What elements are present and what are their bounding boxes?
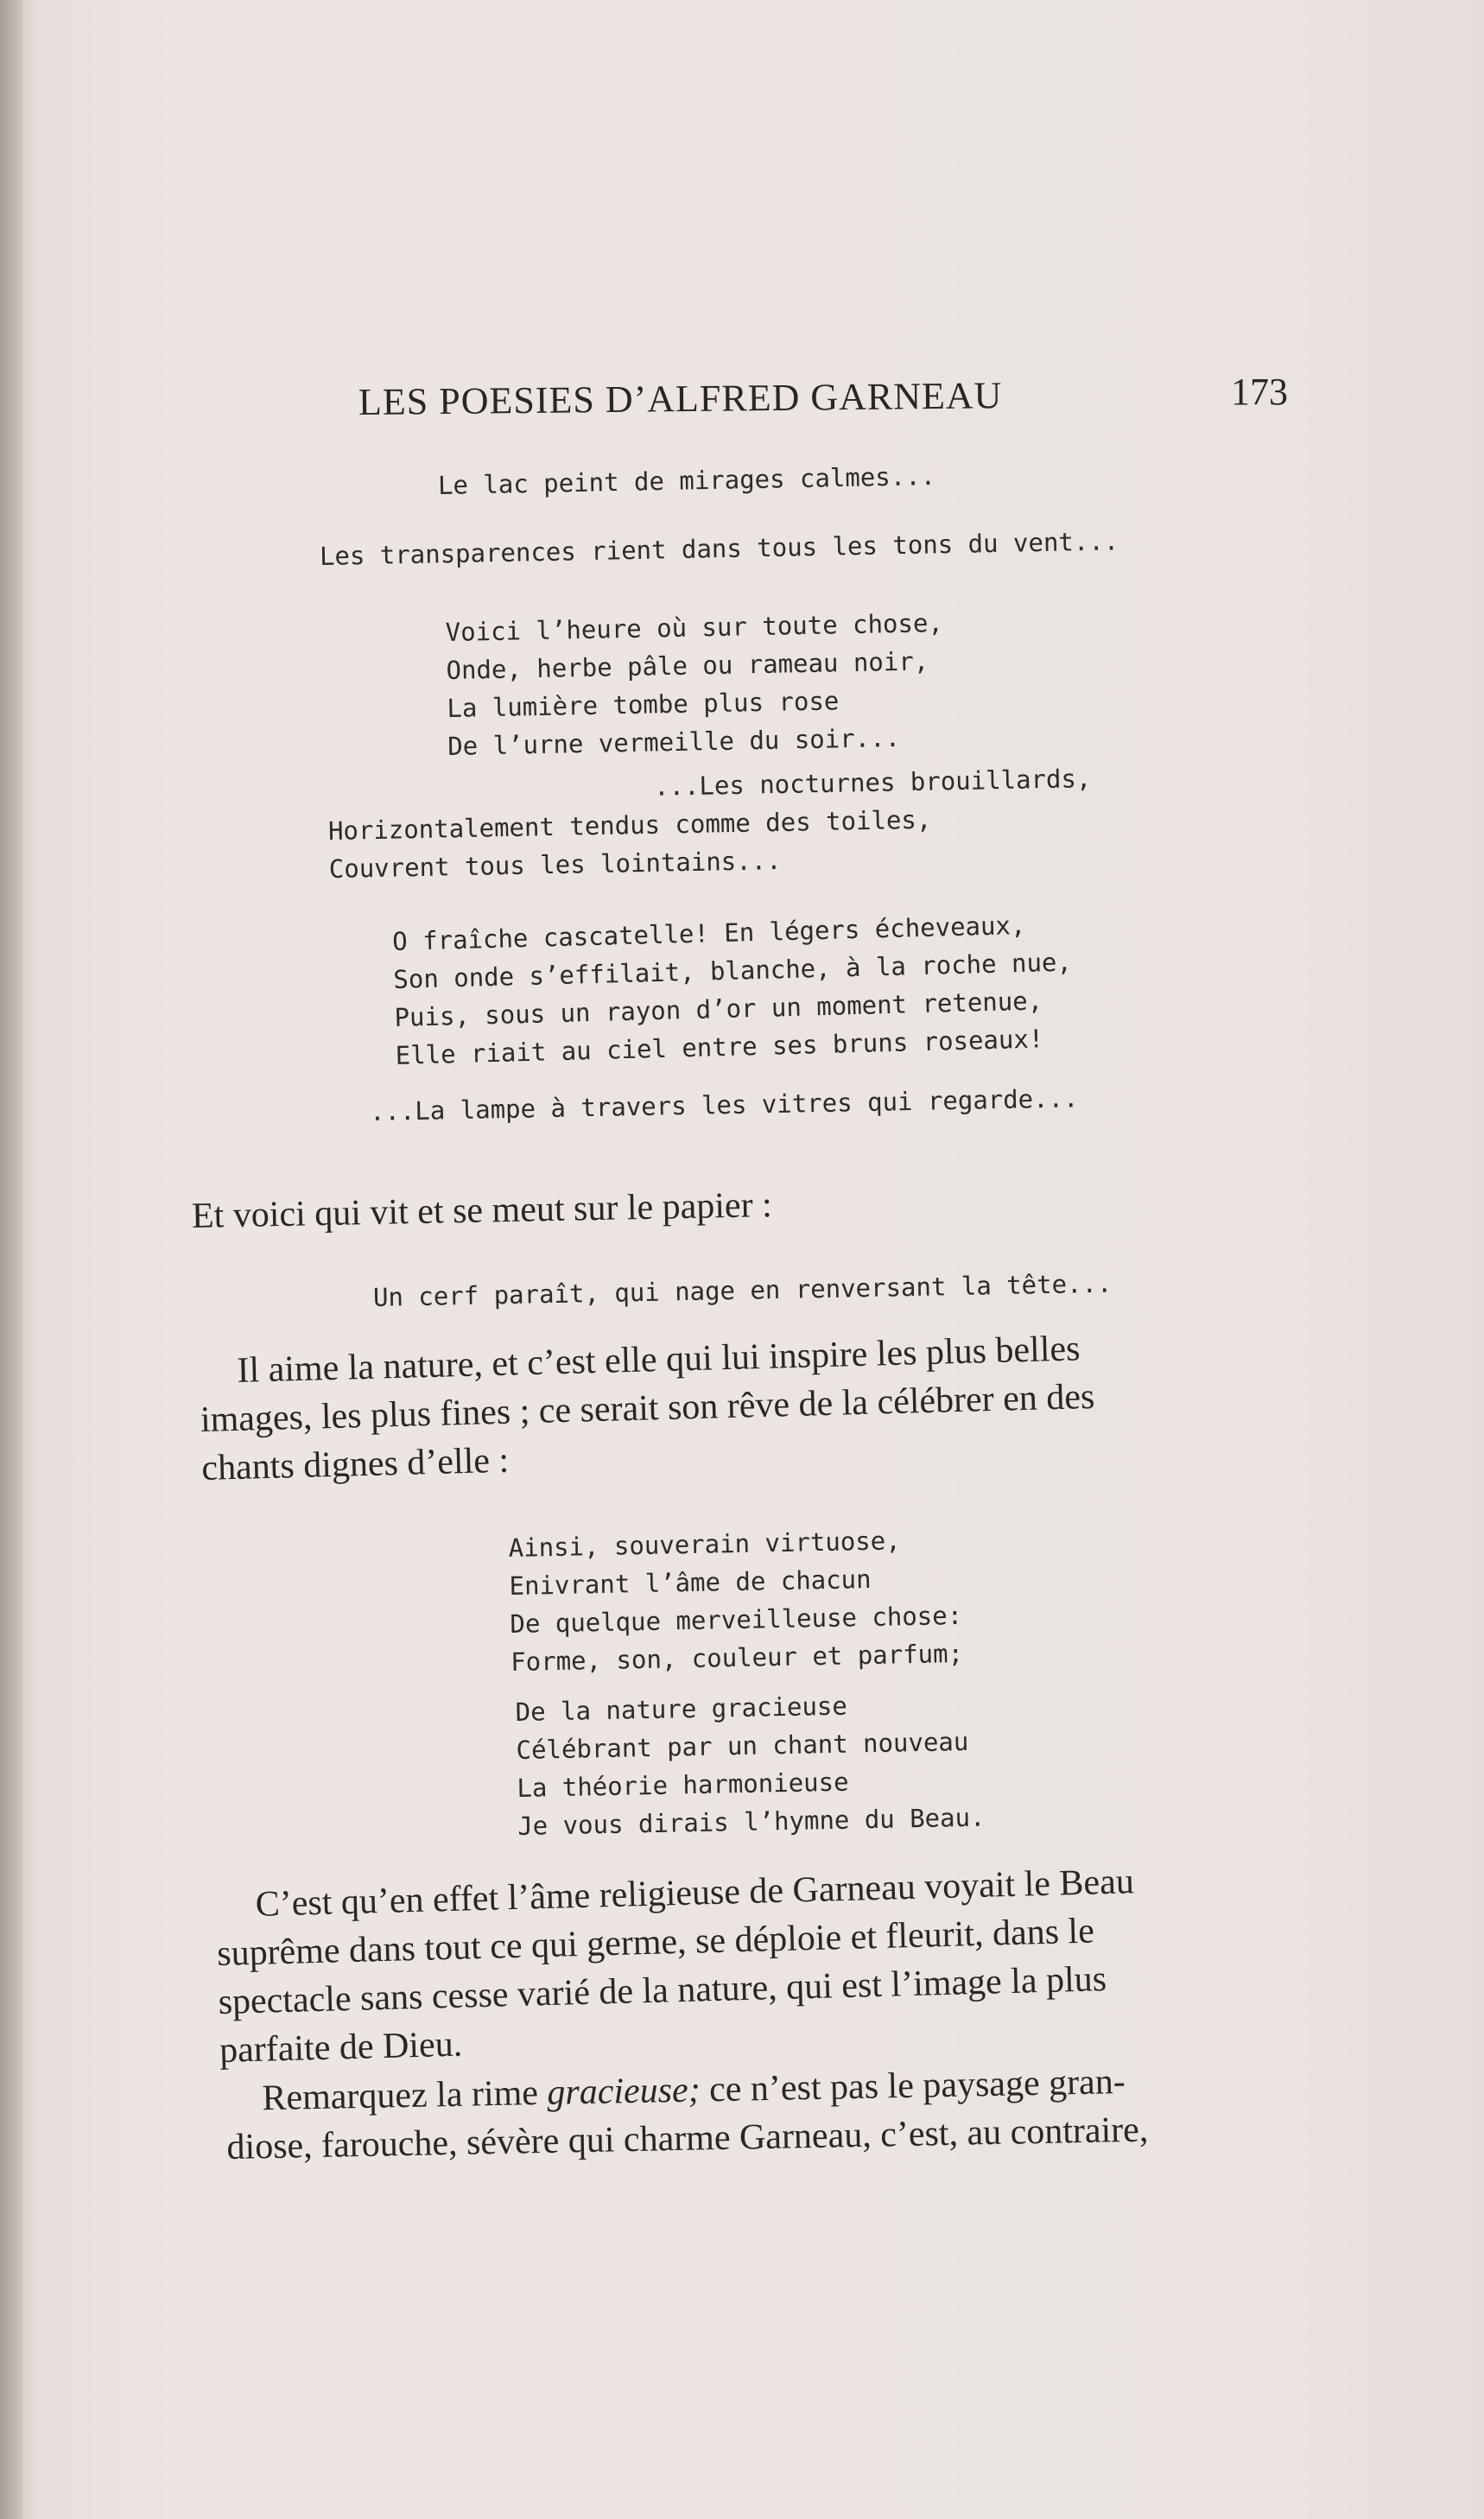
verse-line: ...La lampe à travers les vitres qui regarde... [369, 1083, 1079, 1126]
verse-line: Couvrent tous les lointains... [328, 845, 782, 884]
quote-cerf [373, 1265, 1113, 1317]
verse-line: ...Les nocturnes brouillards, [653, 764, 1092, 802]
page-gutter [0, 0, 22, 2519]
verse-line: Elle riait au ciel entre ses bruns roseaux! [395, 1024, 1044, 1070]
verse-line: De quelque merveilleuse chose: [510, 1600, 963, 1639]
verse-line: Puis, sous un rayon d’or un moment retenue, [394, 986, 1043, 1032]
quote-transparences [320, 522, 1119, 575]
prose-line: parfaite de Dieu. [219, 2024, 463, 2071]
verse-line: Le lac peint de mirages calmes... [437, 460, 936, 500]
stanza-cascatelle [392, 904, 1075, 1075]
verse-line: Voici l’heure où sur toute chose, [445, 607, 944, 648]
verse-line: O fraîche cascatelle! En légers écheveaux, [391, 910, 1026, 957]
running-title: LES POESIES D’ALFRED GARNEAU [358, 374, 1003, 423]
paragraph-religieuse [215, 1857, 1138, 2075]
prose-line: C’est qu’en effet l’âme religieuse de Garneau voyait le Beau [255, 1862, 1135, 1925]
verse-line: Forme, son, couleur et parfum; [510, 1638, 964, 1677]
stanza-soir [445, 604, 945, 765]
verse-line: Ainsi, souverain virtuose, [508, 1526, 901, 1564]
emphasized-word: gracieuse; [546, 2070, 701, 2113]
quote-lampe [370, 1079, 1079, 1131]
stanza-beau [515, 1685, 986, 1845]
prose-line: suprême dans tout ce qui germe, se déploie et fleurit, dans le [216, 1911, 1095, 1975]
verse-line: Les transparences rient dans tous les tons du vent... [319, 526, 1119, 571]
prose-line: images, les plus fines ; ce serait son rêve de la célébrer en des [200, 1376, 1095, 1440]
prose-segment: Remarquez la rime [262, 2072, 548, 2119]
prose-line: Et voici qui vit et se meut sur le papier : [191, 1185, 773, 1236]
quote-lac [438, 457, 936, 504]
verse-line: De l’urne vermeille du soir... [447, 722, 901, 761]
prose-line: chants dignes d’elle : [200, 1440, 510, 1488]
page-number: 173 [1231, 371, 1288, 413]
stanza-virtuose [508, 1520, 963, 1681]
paragraph-papier [191, 1181, 772, 1240]
prose-line: diose, farouche, sévère qui charme Garneau, c’est, au contraire, [226, 2110, 1149, 2167]
verse-line: Je vous dirais l’hymne du Beau. [517, 1802, 986, 1841]
verse-line: Son onde s’effilait, blanche, à la roche nue, [392, 947, 1073, 995]
verse-line: La lumière tombe plus rose [447, 686, 840, 723]
paragraph-nature [199, 1324, 1097, 1493]
verse-line: Célébrant par un chant nouveau [516, 1726, 969, 1766]
verse-line: De la nature gracieuse [515, 1691, 848, 1728]
page-header [358, 370, 1300, 430]
prose-segment: ce n’est pas le paysage gran- [700, 2062, 1126, 2110]
verse-line: Horizontalement tendus comme des toiles, [327, 804, 932, 846]
verse-line: Enivrant l’âme de chacun [509, 1564, 872, 1602]
verse-line: La théorie harmonieuse [517, 1767, 849, 1803]
paragraph-rime [225, 2058, 1149, 2172]
prose-line: Il aime la nature, et c’est elle qui lui inspire les plus belles [236, 1329, 1081, 1391]
stanza-brouillards [327, 759, 1094, 888]
verse-line: Un cerf paraît, qui nage en renversant la tête... [372, 1268, 1113, 1312]
prose-line: spectacle sans cesse varié de la nature, qui est l’image la plus [218, 1959, 1107, 2022]
verse-line: Onde, herbe pâle ou rameau noir, [446, 646, 929, 686]
